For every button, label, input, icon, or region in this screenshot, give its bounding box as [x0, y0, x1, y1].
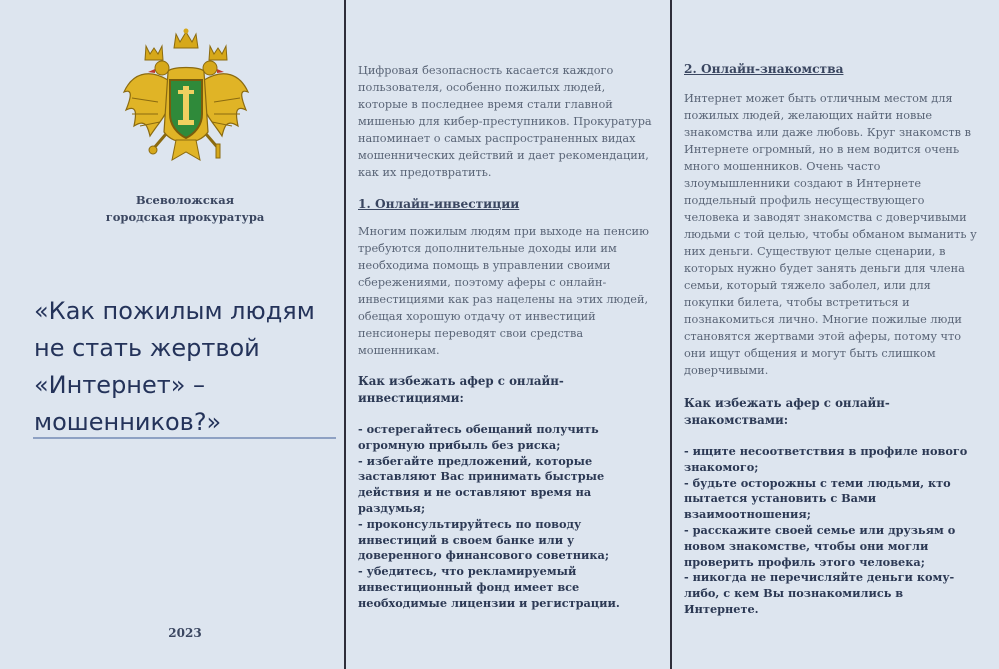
tips-title-investments: Как избежать афер с онлайн-инвестициями: — [358, 374, 564, 405]
org-name-line-2: городская прокуратура — [105, 210, 265, 224]
tip-item: - убедитесь, что рекламируемый инвестиционный фонд имеет все необходимые лицензии и регистрации. — [358, 564, 620, 610]
tip-item: - остерегайтесь обещаний получить огромную прибыль без риска; — [358, 422, 599, 452]
right-panel — [672, 0, 999, 669]
intro-paragraph: Цифровая безопасность касается каждого пользователя, особенно пожилых людей, которые в последнее время стали главной мишенью для кибер-преступников. Прокуратура напоминает о самых распространенных видах мошеннических действий и дает рекомендации, как их предотвратить. — [358, 64, 652, 179]
tip-item: - ищите несоответствия в профиле нового знакомого; — [684, 444, 968, 474]
org-name-line-1: Всеволожская — [135, 193, 235, 207]
tips-list-investments — [358, 422, 652, 612]
organization-name — [20, 192, 350, 226]
section-title-dating: 2. Онлайн-знакомства — [684, 62, 844, 76]
tip-item: - расскажите своей семье или друзьям о новом знакомстве, чтобы они могли проверить профиль этого человека; — [684, 522, 956, 569]
brochure-title: «Как пожилым людям не стать жертвой «Интернет» – мошенников?» — [34, 297, 315, 436]
section-text-investments: Многим пожилым людям при выходе на пенсию требуются дополнительные доходы или им необходима помощь в управлении своими сбережениями, поэтому аферы с онлайн-инвестициями как раз нацелены на этих людей, обещая хорошую отдачу от инвестиций пенсионеры переводят свои средства мошенникам. — [358, 225, 649, 357]
publication-year: 2023 — [168, 626, 202, 640]
prosecutor-emblem-icon — [118, 28, 254, 168]
tip-item: - проконсультируйтесь по поводу инвестиций в своем банке или у доверенного финансового советника; — [358, 516, 610, 563]
tip-item: - избегайте предложений, которые заставляют Вас принимать быстрые действия и не оставляют время на раздумья; — [358, 453, 605, 515]
section-text-dating: Интернет может быть отличным местом для пожилых людей, желающих найти новые знакомства или даже любовь. Круг знакомств в Интернете огромный, но в нем водится очень много мошенников. Очень часто злоумышленники создают в Интернете поддельный профиль несуществующего человека и заводят знакомства с доверчивыми людьми с той целью, чтобы обманом выманить у них деньги. Существуют целые сценарии, в которых нужно будет занять деньги для члена семьи, который тяжело заболел, или для покупки билета, чтобы встретиться и познакомиться лично. Многие пожилые люди становятся жертвами этой аферы, потому что они ищут общения и могут быть слишком доверчивыми. — [684, 92, 977, 377]
cover-panel — [0, 0, 344, 669]
middle-panel — [346, 0, 670, 669]
section-title-investments: 1. Онлайн-инвестиции — [358, 197, 520, 211]
tips-list-dating — [684, 444, 977, 618]
tips-title-dating: Как избежать афер с онлайн-знакомствами: — [684, 396, 890, 427]
title-divider — [33, 437, 336, 439]
tip-item: - никогда не перечисляйте деньги кому-либо, с кем Вы познакомились в Интернете. — [684, 570, 955, 616]
tip-item: - будьте осторожны с теми людьми, кто пытается установить с Вами взаимоотношения; — [684, 475, 951, 522]
